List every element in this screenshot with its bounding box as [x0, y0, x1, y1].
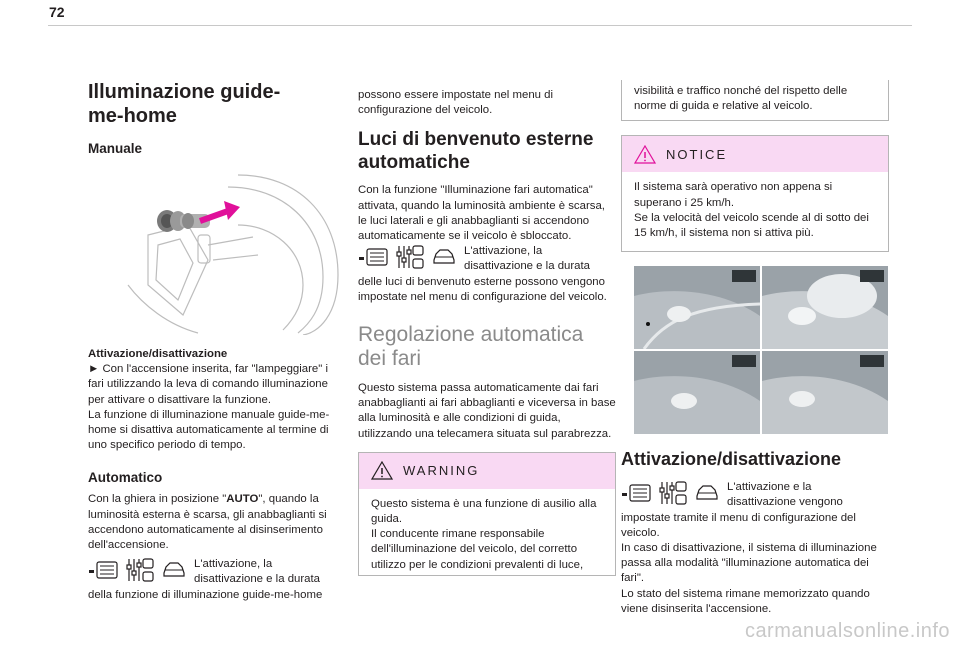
notice-text: Il sistema sarà operativo non appena si superano i 25 km/h. Se la velocità del veicolo scende al di sotto dei 15 km/h, il sistema non si attiva più. [634, 181, 869, 240]
warning-text: Questo sistema è una funzione di ausilio alla guida. Il conducente rimane responsabile dell'illuminazione del veicolo, del corretto utilizzo per le condizioni prevalenti di luce, [371, 497, 597, 571]
activation-heading: Attivazione/disattivazione [88, 348, 228, 360]
automatic-text-2: ", quando la luminosità esterna è scarsa, gli anabbaglianti si accendono automaticamente al disinserimento dell'accensione. [88, 493, 327, 552]
config-icons [88, 557, 186, 583]
notice-header [622, 136, 888, 172]
headlamp-icon [88, 561, 118, 579]
auto-headlamp-paragraph: Questo sistema passa automaticamente dai fari anabbaglianti ai fari abbaglianti e viceversa in base alla luminosità e alle condizioni di guida, utilizzando una telecamera situata sul parabrezza. [358, 382, 616, 440]
photo-4 [762, 351, 888, 434]
notice-triangle-icon [634, 145, 656, 164]
config-icons-2 [358, 244, 456, 270]
warning-triangle-icon [371, 461, 393, 480]
column-1 [88, 80, 346, 603]
config-icons-row-2 [358, 244, 616, 274]
photo-2 [762, 266, 888, 349]
auto-label: AUTO [226, 493, 259, 506]
activation-paragraph: La funzione di illuminazione manuale guide-me-home si disattiva automaticamente al termine di uno specifico periodo di tempo. [88, 408, 330, 452]
watermark: carmanualsonline.info [744, 620, 950, 642]
photo-3 [634, 351, 760, 434]
headlamp-icon [358, 248, 388, 266]
headlamp-icon [621, 484, 651, 502]
column-3 [621, 80, 889, 617]
icon-description-2: L'attivazione, la disattivazione e la durata [464, 245, 591, 273]
icon-description-2-continued: delle luci di benvenuto esterne possono vengono impostate nel menu di configurazione del veicolo. [358, 275, 607, 303]
config-continuation: possono essere impostate nel menu di configurazione del veicolo. [358, 89, 554, 117]
warning-label: WARNING [403, 463, 480, 479]
photo-1 [634, 266, 760, 349]
car-icon [695, 484, 719, 502]
config-icons-row-3 [621, 480, 889, 510]
settings-sliders-icon [125, 557, 155, 583]
activation-title-2: Attivazione/disattivazione [621, 449, 842, 470]
config-icons-3 [621, 480, 719, 506]
automatic-heading: Automatico [88, 470, 163, 486]
steering-wheel-illustration [88, 165, 346, 335]
warning-header [359, 453, 615, 489]
automatic-paragraph [88, 492, 346, 553]
settings-sliders-icon [395, 244, 425, 270]
warning-box-continued [621, 80, 889, 121]
activation-bullet: ► Con l'accensione inserita, far "lampeggiare" i fari utilizzando la leva di comando illuminazione per attivare o disattivare la funzione. [88, 363, 328, 406]
notice-box [621, 135, 889, 252]
car-icon [432, 248, 456, 266]
welcome-lights-paragraph: Con la funzione "Illuminazione fari automatica" attivata, quando la luminosità ambiente è scarsa, le luci laterali e gli anabbaglianti si accendono automaticamente se il veicolo è sbloccato. [358, 184, 605, 243]
auto-headlamp-title: Regolazione automatica dei fari [358, 323, 584, 371]
settings-sliders-icon [658, 480, 688, 506]
photo-3-scene [634, 351, 760, 434]
header-rule [48, 25, 912, 26]
lighting-stalk-illustration [88, 165, 346, 335]
photo-2-scene [762, 266, 888, 349]
icon-description: L'attivazione, la disattivazione e la durata [194, 558, 321, 586]
car-icon [162, 561, 186, 579]
notice-label: NOTICE [666, 146, 728, 162]
warning-box [358, 452, 616, 576]
icon-description-continued: della funzione di illuminazione guide-me-home [88, 588, 323, 601]
automatic-text-1: Con la ghiera in posizione " [88, 493, 227, 506]
icon-description-3: L'attivazione e la disattivazione vengono [727, 481, 843, 509]
warning-continued-text: visibilità e traffico nonché del rispetto delle norme di guida e relative al veicolo. [634, 85, 848, 113]
photo-1-scene [634, 266, 760, 349]
headlamp-photos [634, 266, 888, 434]
photo-4-scene [762, 351, 888, 434]
page-number: 72 [49, 4, 65, 20]
config-icons-row [88, 557, 346, 587]
icon-description-3-continued: impostate tramite il menu di configurazione del veicolo. In caso di disattivazione, il sistema di illuminazione passa alla modalità "illuminazione automatica dei fari". Lo stato del sistema rimane memorizzato quando viene disinserita l'accensione. [621, 511, 877, 615]
section-title-guide-me-home: Illuminazione guide-me-home [88, 81, 281, 127]
manual-heading: Manuale [88, 141, 143, 156]
column-2 [358, 80, 616, 576]
welcome-lights-title: Luci di benvenuto esterne automatiche [358, 129, 594, 174]
